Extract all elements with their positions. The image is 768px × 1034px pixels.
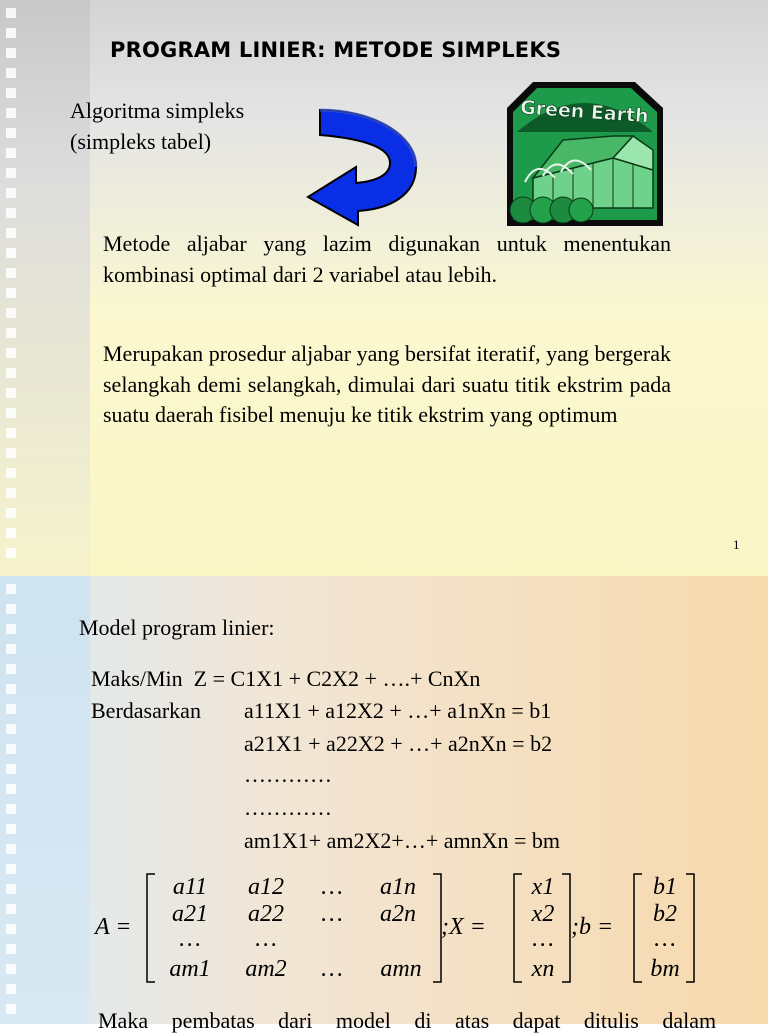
vector-x-cell: x2 <box>531 901 555 927</box>
matrix-a-cell: a12 <box>248 874 284 900</box>
matrix-a-cell: amn <box>380 956 422 982</box>
constraint-ellipsis-1: ………… <box>244 762 332 787</box>
vector-x-cell: xn <box>531 956 555 982</box>
matrix-a-cell: a11 <box>172 874 208 900</box>
matrix-a-cell: … <box>321 956 343 982</box>
constraint-label: Berdasarkan <box>91 698 201 723</box>
constraint-2: a21X1 + a22X2 + …+ a2nXn = b2 <box>244 731 553 756</box>
constraint-1: a11X1 + a12X2 + …+ a1nXn = b1 <box>244 698 552 723</box>
constraint-ellipsis-2: ………… <box>244 795 332 820</box>
matrix-a-cell: am1 <box>169 956 211 982</box>
vector-b-cell: b2 <box>653 901 677 927</box>
paragraph-procedure: Merupakan prosedur aljabar yang bersifat iteratif, yang bergerak selangkah demi selangkah, dimulai dari suatu titik ekstrim pada suatu daerah fisibel menuju ke titik ekstrim yang optimum <box>103 341 671 427</box>
slide-title: PROGRAM LINIER: METODE SIMPLEKS <box>110 38 562 62</box>
green-earth-logo <box>503 78 665 230</box>
matrix-a-cell: … <box>321 901 343 927</box>
model-heading: Model program linier: <box>79 615 275 640</box>
bottom-text: Maka pembatas dari model di atas dapat ditulis dalam <box>98 1008 717 1033</box>
algorithm-label <box>70 95 244 157</box>
curved-arrow-icon <box>298 105 423 230</box>
round-bushes-icon <box>510 197 593 223</box>
matrix-a-cell: … <box>179 926 201 952</box>
algorithm-label-line2: (simpleks tabel) <box>70 129 212 154</box>
paragraph-definition: Metode aljabar yang lazim digunakan untuk menentukan kombinasi optimal dari 2 variabel atau lebih. <box>103 231 671 287</box>
vector-b-cell: bm <box>650 956 680 982</box>
vector-x-cell: x1 <box>531 874 555 900</box>
matrix-a-cell: a22 <box>248 901 284 927</box>
separator-b: ;b = <box>571 914 614 940</box>
matrix-a-cell: a21 <box>172 901 208 927</box>
matrix-a-label: A = <box>95 914 132 940</box>
matrix-a-cell: a2n <box>380 901 416 927</box>
matrix-a-cell: … <box>255 926 277 952</box>
page-number: 1 <box>733 537 740 552</box>
matrix-a-cell: a1n <box>380 874 416 900</box>
objective-function: Maks/Min Z = C1X1 + C2X2 + ….+ CnXn <box>91 666 481 691</box>
matrix-a-cell: am2 <box>245 956 287 982</box>
svg-text:Green Earth: Green Earth <box>519 96 650 128</box>
vector-b-cell: b1 <box>653 874 677 900</box>
algorithm-label-line1: Algoritma simpleks <box>70 98 245 123</box>
matrix-a-cell: … <box>321 874 343 900</box>
separator-x: ;X = <box>441 914 486 940</box>
vector-b-cell: … <box>654 926 676 952</box>
constraint-m: am1X1+ am2X2+…+ amnXn = bm <box>244 828 561 853</box>
vector-x-cell: … <box>532 926 554 952</box>
